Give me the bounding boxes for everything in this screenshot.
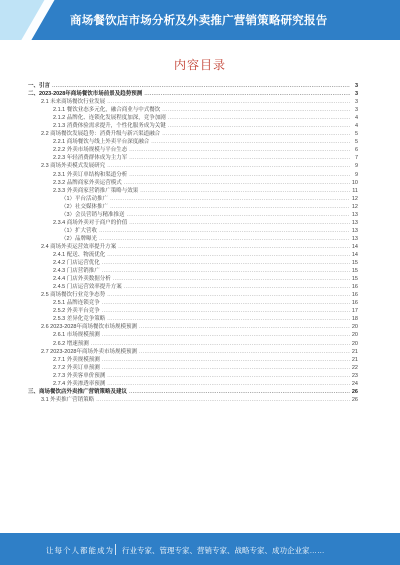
toc-entry[interactable] (28, 388, 358, 396)
toc-entry[interactable] (28, 122, 358, 130)
toc-entry[interactable] (28, 283, 358, 291)
toc-leader-dots (113, 275, 350, 283)
report-title: 商场餐饮店市场分析及外卖推广营销策略研究报告 (70, 15, 328, 27)
toc-entry[interactable] (28, 380, 358, 388)
toc-leader-dots (91, 340, 350, 348)
toc-leader-dots (102, 259, 350, 267)
toc-entry-title: 2.4 商场外卖运营效率提升方案 (41, 243, 117, 250)
toc-entry-page: 18 (351, 316, 358, 323)
toc-entry-page: 13 (351, 227, 358, 234)
toc-leader-dots (102, 331, 350, 339)
toc-entry-page: 10 (351, 179, 358, 186)
table-of-contents (28, 82, 358, 404)
toc-leader-dots (129, 154, 350, 162)
toc-leader-dots (144, 90, 350, 98)
toc-leader-dots (118, 243, 350, 251)
toc-entry[interactable] (28, 251, 358, 259)
toc-entry-title: 2.1.1 餐饮业态多元化，融合商业与中式餐饮 (53, 107, 161, 114)
toc-leader-dots (107, 315, 350, 323)
toc-leader-dots (124, 283, 350, 291)
toc-entry-title: （3）会员营销与精准推送 (61, 211, 125, 218)
toc-entry[interactable] (28, 267, 358, 275)
toc-entry-title: 2.3 商场外卖模式发展研究 (41, 163, 106, 170)
toc-leader-dots (129, 388, 350, 396)
toc-entry-title: 一、引言 (28, 83, 51, 89)
toc-leader-dots (96, 396, 350, 404)
toc-leader-dots (110, 203, 350, 211)
footer-experts: 行业专家、管理专家、营销专家、战略专家、成功企业家…… (122, 546, 325, 555)
toc-entry-page: 21 (351, 356, 358, 363)
toc-entry-title: 2.2.2 外卖市场规模与平台生态 (53, 147, 128, 154)
toc-entry-title: 二、2023-2028年商场餐饮市场前景及趋势预测 (28, 91, 143, 98)
toc-entry-page: 12 (351, 195, 358, 202)
toc-entry-title: 三、商场餐饮店外卖推广营销策略及建议 (28, 388, 128, 395)
toc-entry[interactable] (28, 259, 358, 267)
toc-entry[interactable] (28, 396, 358, 404)
report-footer (0, 533, 400, 565)
toc-entry-title: 2.3.3 外卖商家营销推广策略与效果 (53, 187, 139, 194)
toc-entry-page: 12 (351, 203, 358, 210)
footer-slogan: 让每个人都能成为 (46, 546, 114, 555)
toc-entry[interactable] (28, 219, 358, 227)
toc-entry[interactable] (28, 348, 358, 356)
toc-leader-dots (124, 179, 350, 187)
toc-entry[interactable] (28, 372, 358, 380)
toc-entry-page: 20 (351, 324, 358, 331)
toc-entry-title: 2.1.2 品牌化、连锁化发展程度加深，竞争加剧 (53, 115, 166, 122)
toc-entry-title: 2.4.4 门店外卖数据分析 (53, 276, 111, 283)
toc-entry-page: 4 (354, 123, 358, 130)
toc-entry-title: 2.7.3 外卖客单价预测 (53, 372, 106, 379)
toc-leader-dots (99, 227, 350, 235)
toc-entry-page: 21 (351, 348, 358, 355)
toc-entry[interactable] (28, 154, 358, 162)
toc-entry-page: 6 (354, 147, 358, 154)
toc-entry-page: 4 (354, 115, 358, 122)
toc-entry-title: （2）社交媒体推广 (61, 203, 109, 210)
toc-entry-title: 2.7.4 外卖渗透率预测 (53, 380, 106, 387)
toc-entry[interactable] (28, 203, 358, 211)
toc-entry-title: 2.4.3 门店营销推广 (53, 268, 100, 275)
toc-entry-title: 2.6.2 增速预测 (53, 340, 89, 347)
toc-leader-dots (102, 364, 350, 372)
toc-entry[interactable] (28, 187, 358, 195)
toc-leader-dots (107, 291, 350, 299)
toc-entry-page: 7 (354, 155, 358, 162)
toc-entry[interactable] (28, 323, 358, 331)
toc-entry-page: 11 (352, 187, 358, 194)
toc-entry-title: 2.7 2023-2028年商场外卖市场规模预测 (41, 348, 137, 355)
toc-entry-page: 20 (351, 340, 358, 347)
toc-leader-dots (107, 162, 350, 170)
toc-entry[interactable] (28, 179, 358, 187)
toc-leader-dots (151, 138, 350, 146)
toc-entry-page: 3 (354, 107, 358, 114)
toc-entry-page: 15 (351, 268, 358, 275)
toc-entry[interactable] (28, 146, 358, 154)
toc-entry[interactable] (28, 195, 358, 203)
toc-entry-title: 2.2.3 年轻消费群体成为主力军 (53, 155, 128, 162)
footer-divider (115, 544, 116, 555)
toc-leader-dots (102, 267, 350, 275)
report-header (0, 0, 400, 40)
toc-entry-title: 2.6 2023-2028年商场餐饮市场规模预测 (41, 324, 137, 331)
toc-leader-dots (99, 235, 350, 243)
toc-entry-title: 2.5.3 差异化竞争策略 (53, 316, 106, 323)
toc-entry[interactable] (28, 98, 358, 106)
toc-entry[interactable] (28, 299, 358, 307)
toc-leader-dots (129, 219, 350, 227)
toc-entry-title: 2.3.4 商场外卖对于商户的价值 (53, 219, 128, 226)
toc-entry-title: （1）扩大营收 (61, 227, 98, 234)
toc-entry[interactable] (28, 162, 358, 170)
toc-entry-page: 16 (351, 292, 358, 299)
toc-entry[interactable] (28, 90, 358, 98)
toc-entry-page: 3 (354, 83, 358, 89)
toc-entry[interactable] (28, 307, 358, 315)
toc-leader-dots (102, 356, 350, 364)
toc-entry[interactable] (28, 331, 358, 339)
toc-entry-title: 2.7.1 外卖规模预测 (53, 356, 100, 363)
toc-leader-dots (110, 195, 350, 203)
toc-leader-dots (168, 114, 350, 122)
toc-leader-dots (102, 299, 350, 307)
toc-leader-dots (168, 122, 350, 130)
toc-entry[interactable] (28, 130, 358, 138)
toc-leader-dots (102, 307, 350, 315)
toc-entry[interactable] (28, 243, 358, 251)
toc-entry-page: 13 (351, 235, 358, 242)
toc-entry-page: 15 (351, 260, 358, 267)
toc-entry-page: 9 (354, 163, 358, 170)
toc-entry-page: 20 (351, 332, 358, 339)
toc-leader-dots (107, 251, 350, 259)
toc-entry-page: 13 (351, 219, 358, 226)
toc-entry-title: （1）平台活动推广 (61, 195, 109, 202)
toc-entry-page: 3 (354, 99, 358, 106)
toc-leader-dots (127, 211, 350, 219)
toc-entry-title: 2.3.1 外卖订单结构和渠道分析 (53, 171, 128, 178)
toc-entry[interactable] (28, 356, 358, 364)
toc-entry-title: 2.5.2 外卖平台竞争 (53, 308, 100, 315)
toc-entry-page: 14 (351, 251, 358, 258)
toc-entry[interactable] (28, 291, 358, 299)
toc-entry-page: 17 (351, 308, 358, 315)
toc-entry[interactable] (28, 106, 358, 114)
toc-leader-dots (107, 372, 350, 380)
toc-entry[interactable] (28, 275, 358, 283)
toc-entry-title: 2.4.5 门店运营效率提升方案 (53, 284, 122, 291)
toc-entry-page: 26 (351, 388, 358, 395)
toc-leader-dots (140, 187, 350, 195)
toc-entry-title: 2.7.2 外卖订单预测 (53, 364, 100, 371)
toc-entry-page: 9 (354, 171, 358, 178)
toc-entry-title: 2.4.2 门店运营优化 (53, 260, 100, 267)
toc-entry[interactable] (28, 211, 358, 219)
toc-entry-page: 5 (354, 139, 358, 146)
toc-heading: 内容目录 (173, 58, 226, 72)
toc-leader-dots (129, 171, 350, 179)
toc-leader-dots (107, 380, 350, 388)
toc-entry-title: 2.4.1 配送、物流优化 (53, 251, 106, 258)
toc-entry[interactable] (28, 138, 358, 146)
toc-entry-page: 16 (351, 300, 358, 307)
toc-entry-page: 26 (351, 396, 358, 403)
toc-entry-title: 2.5.1 品牌连锁竞争 (53, 300, 100, 307)
toc-leader-dots (107, 98, 350, 106)
toc-entry-page: 15 (351, 276, 358, 283)
toc-leader-dots (52, 82, 350, 90)
toc-entry[interactable] (28, 340, 358, 348)
toc-entry-page: 23 (351, 372, 358, 379)
toc-entry[interactable] (28, 315, 358, 323)
toc-leader-dots (139, 323, 350, 331)
toc-entry-title: 2.1.3 消费体验需求提升，个性化服务成为关键 (53, 123, 166, 130)
toc-entry-title: 2.3.2 品牌商家外卖运营模式 (53, 179, 122, 186)
toc-entry[interactable] (28, 364, 358, 372)
toc-leader-dots (139, 348, 350, 356)
toc-entry-title: 3.1 外卖推广营销策略 (41, 396, 95, 403)
toc-entry-page: 3 (354, 91, 358, 98)
toc-entry-title: 2.2 商场餐饮发展趋势：消费升级与新兴渠道融合 (41, 131, 161, 138)
toc-entry-page: 22 (351, 364, 358, 371)
toc-entry-page: 24 (351, 380, 358, 387)
toc-entry-page: 16 (351, 284, 358, 291)
toc-entry[interactable] (28, 235, 358, 243)
toc-entry-title: 2.1 未来商场餐饮行业发展 (41, 99, 106, 106)
toc-entry-title: （2）品牌曝光 (61, 235, 98, 242)
toc-entry[interactable] (28, 171, 358, 179)
toc-entry-title: 2.6.1 市场规模预测 (53, 332, 100, 339)
toc-entry-page: 5 (354, 131, 358, 138)
toc-entry[interactable] (28, 114, 358, 122)
toc-entry[interactable] (28, 82, 358, 90)
toc-entry[interactable] (28, 227, 358, 235)
toc-entry-title: 2.2.1 商场餐饮与线上外卖平台深度融合 (53, 139, 150, 146)
toc-entry-page: 13 (351, 211, 358, 218)
toc-leader-dots (129, 146, 350, 154)
toc-leader-dots (162, 106, 350, 114)
toc-entry-page: 14 (351, 243, 358, 250)
toc-entry-title: 2.5 商场餐饮行业竞争态势 (41, 292, 106, 299)
toc-leader-dots (162, 130, 350, 138)
